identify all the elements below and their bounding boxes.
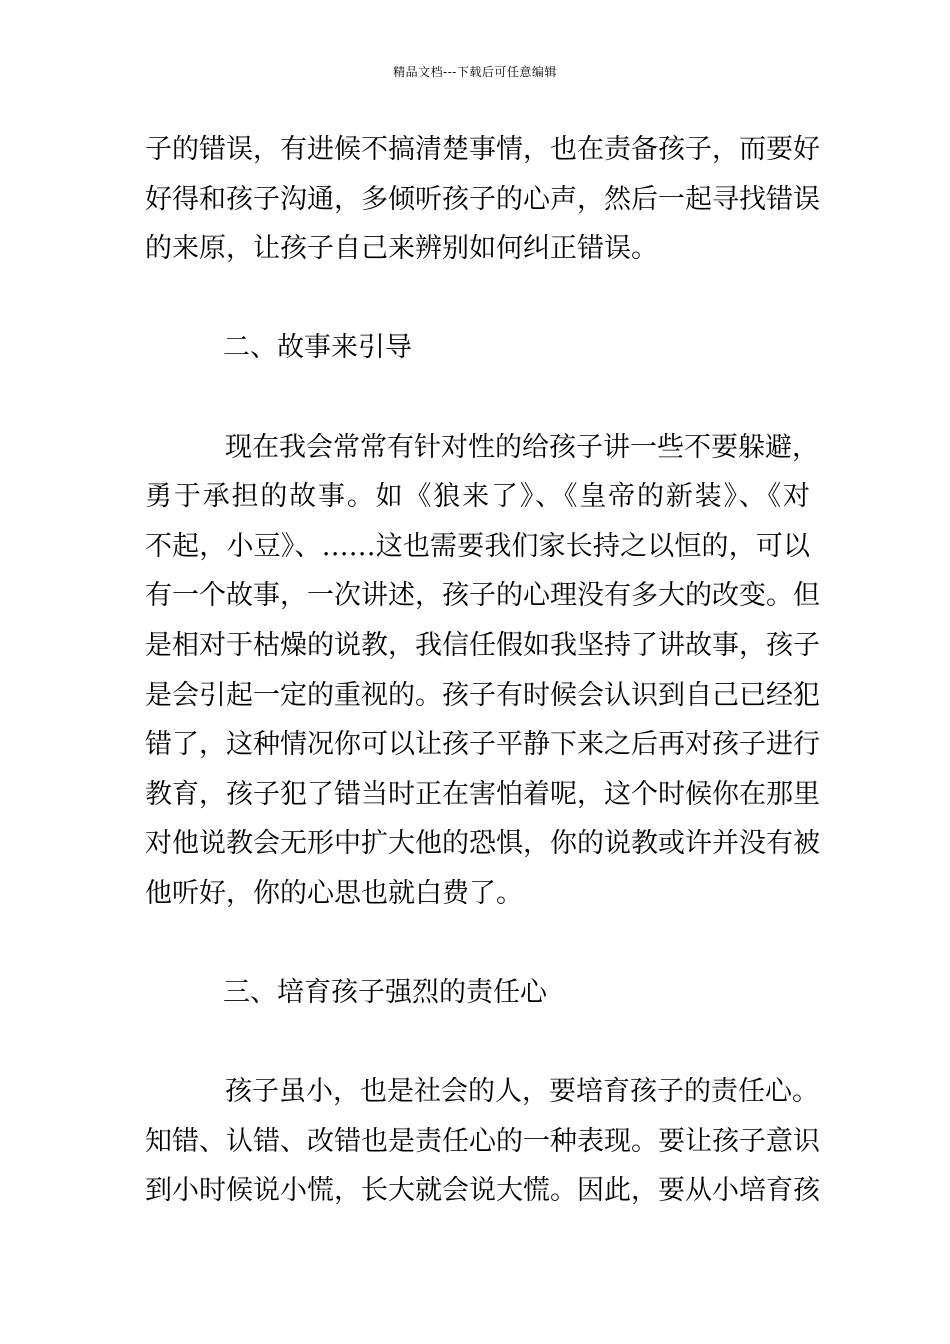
- paragraph-2-line: 是会引起一定的重视的。孩子有时候会认识到自己已经犯: [145, 679, 820, 711]
- paragraph-2-line: 现在我会常常有针对性的给孩子讲一些不要躲避，: [225, 431, 819, 463]
- paragraph-1-line: 的来原，让孩子自己来辨别如何纠正错误。: [145, 233, 658, 265]
- paragraph-gap: [145, 1018, 810, 1068]
- paragraph-2-line: 错了，这种情况你可以让孩子平静下来之后再对孩子进行: [145, 729, 820, 761]
- paragraph-1-line: 好得和孩子沟通，多倾听孩子的心声，然后一起寻找错误: [145, 183, 820, 215]
- paragraph-2-line: 不起，小豆》、……这也需要我们家长持之以恒的，可以: [145, 530, 810, 562]
- paragraph-2-line: 是相对于枯燥的说教，我信任假如我坚持了讲故事，孩子: [145, 629, 820, 661]
- paragraph-gap: [145, 373, 810, 423]
- document-body: [145, 125, 820, 1216]
- paragraph-gap: [145, 919, 810, 969]
- paragraph-2-line: 对他说教会无形中扩大他的恐惧，你的说教或许并没有被: [145, 828, 820, 860]
- paragraph-1-line: 子的错误，有进候不搞清楚事情，也在责备孩子，而要好: [145, 134, 820, 165]
- section-heading-3: 三、培育孩子强烈的责任心: [223, 977, 547, 1009]
- paragraph-2-line: 教育，孩子犯了错当时正在害怕着呢，这个时候你在那里: [145, 778, 820, 810]
- paragraph-2-line: 有一个故事，一次讲述，孩子的心理没有多大的改变。但: [145, 580, 820, 612]
- paragraph-3-line: 到小时候说小慌，长大就会说大慌。因此，要从小培育孩: [145, 1175, 820, 1207]
- paragraph-gap: [145, 274, 810, 324]
- page-header: 精品文档---下载后可任意编辑: [393, 65, 557, 79]
- paragraph-3-line: 孩子虽小，也是社会的人，要培育孩子的责任心。: [225, 1076, 819, 1108]
- paragraph-2-line: 勇于承担的故事。如《狼来了》、《皇帝的新装》、《对: [145, 481, 810, 513]
- paragraph-2-line: 他听好，你的心思也就白费了。: [145, 877, 523, 909]
- section-heading-2: 二、故事来引导: [223, 332, 412, 364]
- paragraph-3-line: 知错、认错、改错也是责任心的一种表现。要让孩子意识: [145, 1125, 820, 1157]
